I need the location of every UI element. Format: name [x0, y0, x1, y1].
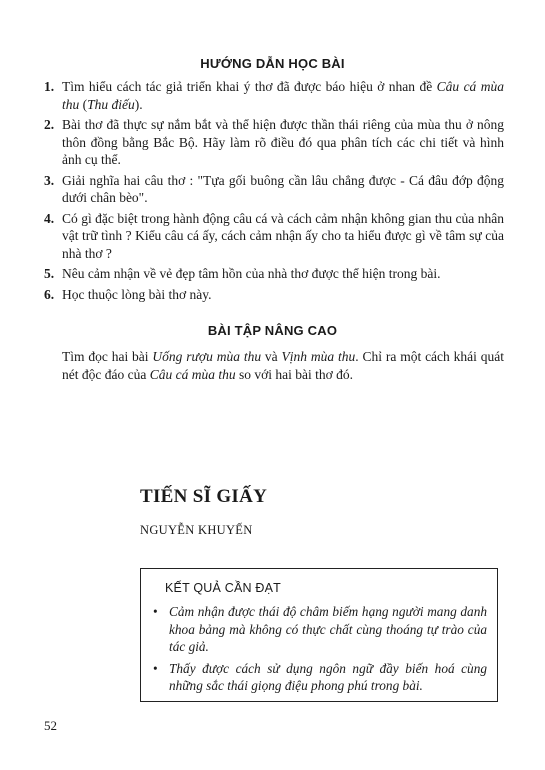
question-item	[44, 210, 504, 263]
bullet-icon: •	[153, 604, 158, 619]
outcome-text: Cảm nhận được thái độ châm biếm hạng người mang danh khoa bảng mà không có thực chất cùng thoáng tự trào của tác giả.	[169, 604, 487, 654]
question-item	[44, 286, 504, 304]
advanced-exercise-text: Tìm đọc hai bài Uống rượu mùa thu và Vịnh mùa thu. Chỉ ra một cách khái quát nét độc đáo của Câu cá mùa thu so với hai bài thơ đó.	[62, 349, 504, 382]
question-text: Bài thơ đã thực sự nắm bắt và thể hiện được thần thái riêng của mùa thu ở nông thôn đồng bằng Bắc Bộ. Hãy làm rõ điều đó qua phân tích các chi tiết và hình ảnh cụ thể.	[62, 117, 504, 167]
outcome-text: Thấy được cách sử dụng ngôn ngữ đầy biến hoá cùng những sắc thái giọng điệu phong phú trong bài.	[169, 660, 487, 693]
question-number: 6.	[44, 286, 55, 302]
question-text: Có gì đặc biệt trong hành động câu cá và cách cảm nhận không gian thu của nhân vật trữ tình ? Kiểu câu cá ấy, cách cảm nhận ấy cho ta hiểu được gì về tâm sự của nhà thơ ?	[62, 210, 504, 261]
question-number: 3.	[44, 172, 55, 188]
learning-outcomes-list	[151, 603, 487, 699]
question-number: 1.	[44, 79, 55, 94]
question-text: Học thuộc lòng bài thơ này.	[62, 286, 212, 302]
question-item	[44, 116, 504, 169]
outcome-item	[151, 603, 487, 656]
page-number: 52	[44, 718, 57, 733]
question-number: 4.	[44, 210, 55, 226]
question-text: Nêu cảm nhận về vẻ đẹp tâm hồn của nhà thơ được thể hiện trong bài.	[62, 266, 441, 281]
advanced-exercise-heading: BÀI TẬP NÂNG CAO	[207, 323, 338, 338]
learning-outcomes-box	[140, 568, 498, 702]
outcome-item	[151, 660, 487, 695]
question-number: 2.	[44, 117, 55, 132]
question-item	[44, 78, 504, 113]
question-text: Tìm hiểu cách tác giả triển khai ý thơ đã được báo hiệu ở nhan đề Câu cá mùa thu (Thu điếu).	[62, 79, 504, 112]
question-item	[44, 265, 504, 283]
question-item	[44, 172, 504, 207]
poem-author: NGUYỄN KHUYẾN	[140, 523, 253, 537]
bullet-icon: •	[153, 660, 158, 676]
poem-title: TIẾN SĨ GIẤY	[140, 486, 268, 507]
question-text: Giải nghĩa hai câu thơ : "Tựa gối buông cần lâu chẳng được - Cá đâu đớp động dưới chân bèo".	[62, 172, 504, 205]
question-number: 5.	[44, 266, 55, 281]
question-list	[44, 78, 504, 306]
learning-outcomes-heading: KẾT QUẢ CẦN ĐẠT	[165, 581, 281, 595]
study-guide-heading: HƯỚNG DẪN HỌC BÀI	[200, 56, 345, 71]
